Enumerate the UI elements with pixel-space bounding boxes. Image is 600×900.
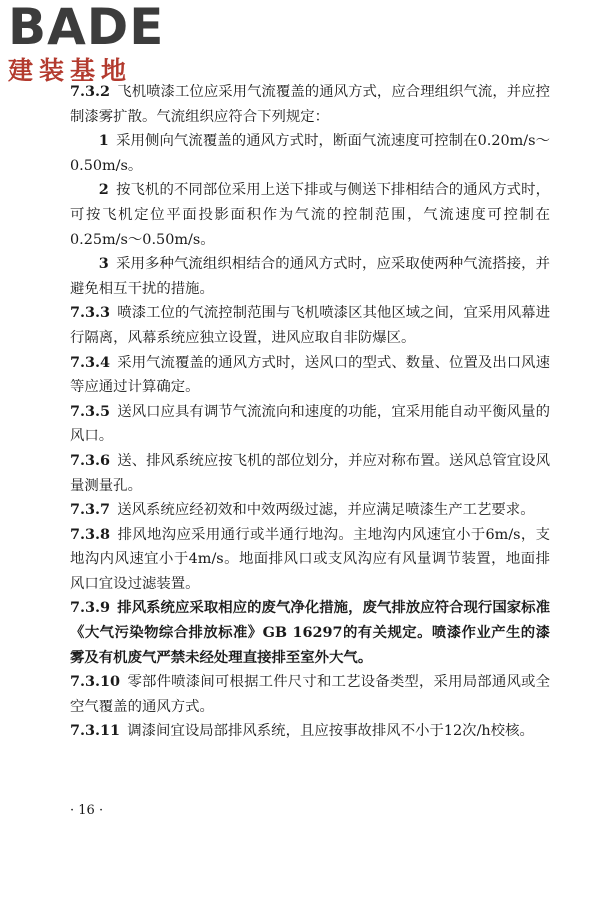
list-item [70,178,550,252]
clause-text: 采用多种气流组织相结合的通风方式时，应采取使两种气流搭接，并避免相互干扰的措施。 [70,256,550,297]
list-item [70,252,550,301]
logo-mark: BADE [8,0,165,56]
clause-paragraph [70,301,550,350]
clause-paragraph [70,351,550,400]
clause-paragraph [70,670,550,719]
clause-paragraph [70,498,550,523]
clause-text: 调漆间宜设局部排风系统，且应按事故排风不小于12次/h校核。 [127,723,534,740]
clause-text: 送风口应具有调节气流流向和速度的功能，宜采用能自动平衡风量的风口。 [70,403,550,445]
clause-number: 7.3.4 [70,353,111,371]
clause-number: 7.3.5 [70,402,111,420]
clause-number: 7.3.11 [70,722,121,740]
clause-number: 7.3.10 [70,673,121,691]
clause-text: 送、排风系统应按飞机的部位划分，并应对称布置。送风总管宜设风量测量孔。 [70,452,550,494]
clause-text: 排风地沟应采用通行或半通行地沟。主地沟内风速宜小于6m/s，支地沟内风速宜小于4m/s。地面排风口或支风沟应有风量调节装置，地面排风口宜设过滤装置。 [70,526,550,592]
list-item [70,129,550,178]
clause-paragraph [70,80,550,129]
clause-number: 7.3.9 [70,599,111,617]
clause-number: 7.3.3 [70,304,111,322]
clause-text: 采用侧向气流覆盖的通风方式时，断面气流速度可控制在0.20m/s～0.50m/s。 [70,133,550,174]
clause-number: 3 [98,255,109,273]
clause-text: 零部件喷漆间可根据工件尺寸和工艺设备类型，采用局部通风或全空气覆盖的通风方式。 [70,674,550,715]
clause-paragraph [70,719,550,744]
clause-number: 2 [98,181,109,199]
logo-subtitle: 建装基地 [8,56,133,85]
clause-number: 7.3.7 [70,501,111,519]
document-body [70,80,550,744]
clause-number: 1 [98,132,109,150]
clause-number: 7.3.2 [70,83,111,100]
clause-paragraph [70,523,550,597]
clause-text: 飞机喷漆工位应采用气流覆盖的通风方式，应合理组织气流，并应控制漆雾扩散。气流组织应符合下列规定： [70,84,550,125]
clause-text: 喷漆工位的气流控制范围与飞机喷漆区其他区域之间，宜采用风幕进行隔离，风幕系统应独立设置，进风应取自非防爆区。 [70,305,550,346]
clause-paragraph [70,449,550,498]
clause-paragraph [70,596,550,670]
page-number: · 16 · [70,803,104,818]
clause-number: 7.3.6 [70,451,111,469]
clause-text: 按飞机的不同部位采用上送下排或与侧送下排相结合的通风方式时，可按飞机定位平面投影面积作为气流的控制范围，气流速度可控制在0.25m/s～0.50m/s。 [70,182,550,248]
clause-text: 采用气流覆盖的通风方式时，送风口的型式、数量、位置及出口风速等应通过计算确定。 [70,354,550,396]
clause-text: 送风系统应经初效和中效两级过滤，并应满足喷漆生产工艺要求。 [117,502,535,519]
clause-number: 7.3.8 [70,525,111,543]
clause-text: 排风系统应采取相应的废气净化措施，废气排放应符合现行国家标准《大气污染物综合排放标准》GB 16297的有关规定。喷漆作业产生的漆雾及有机废气严禁未经处理直接排至室外大气。 [70,599,550,666]
clause-paragraph [70,400,550,449]
